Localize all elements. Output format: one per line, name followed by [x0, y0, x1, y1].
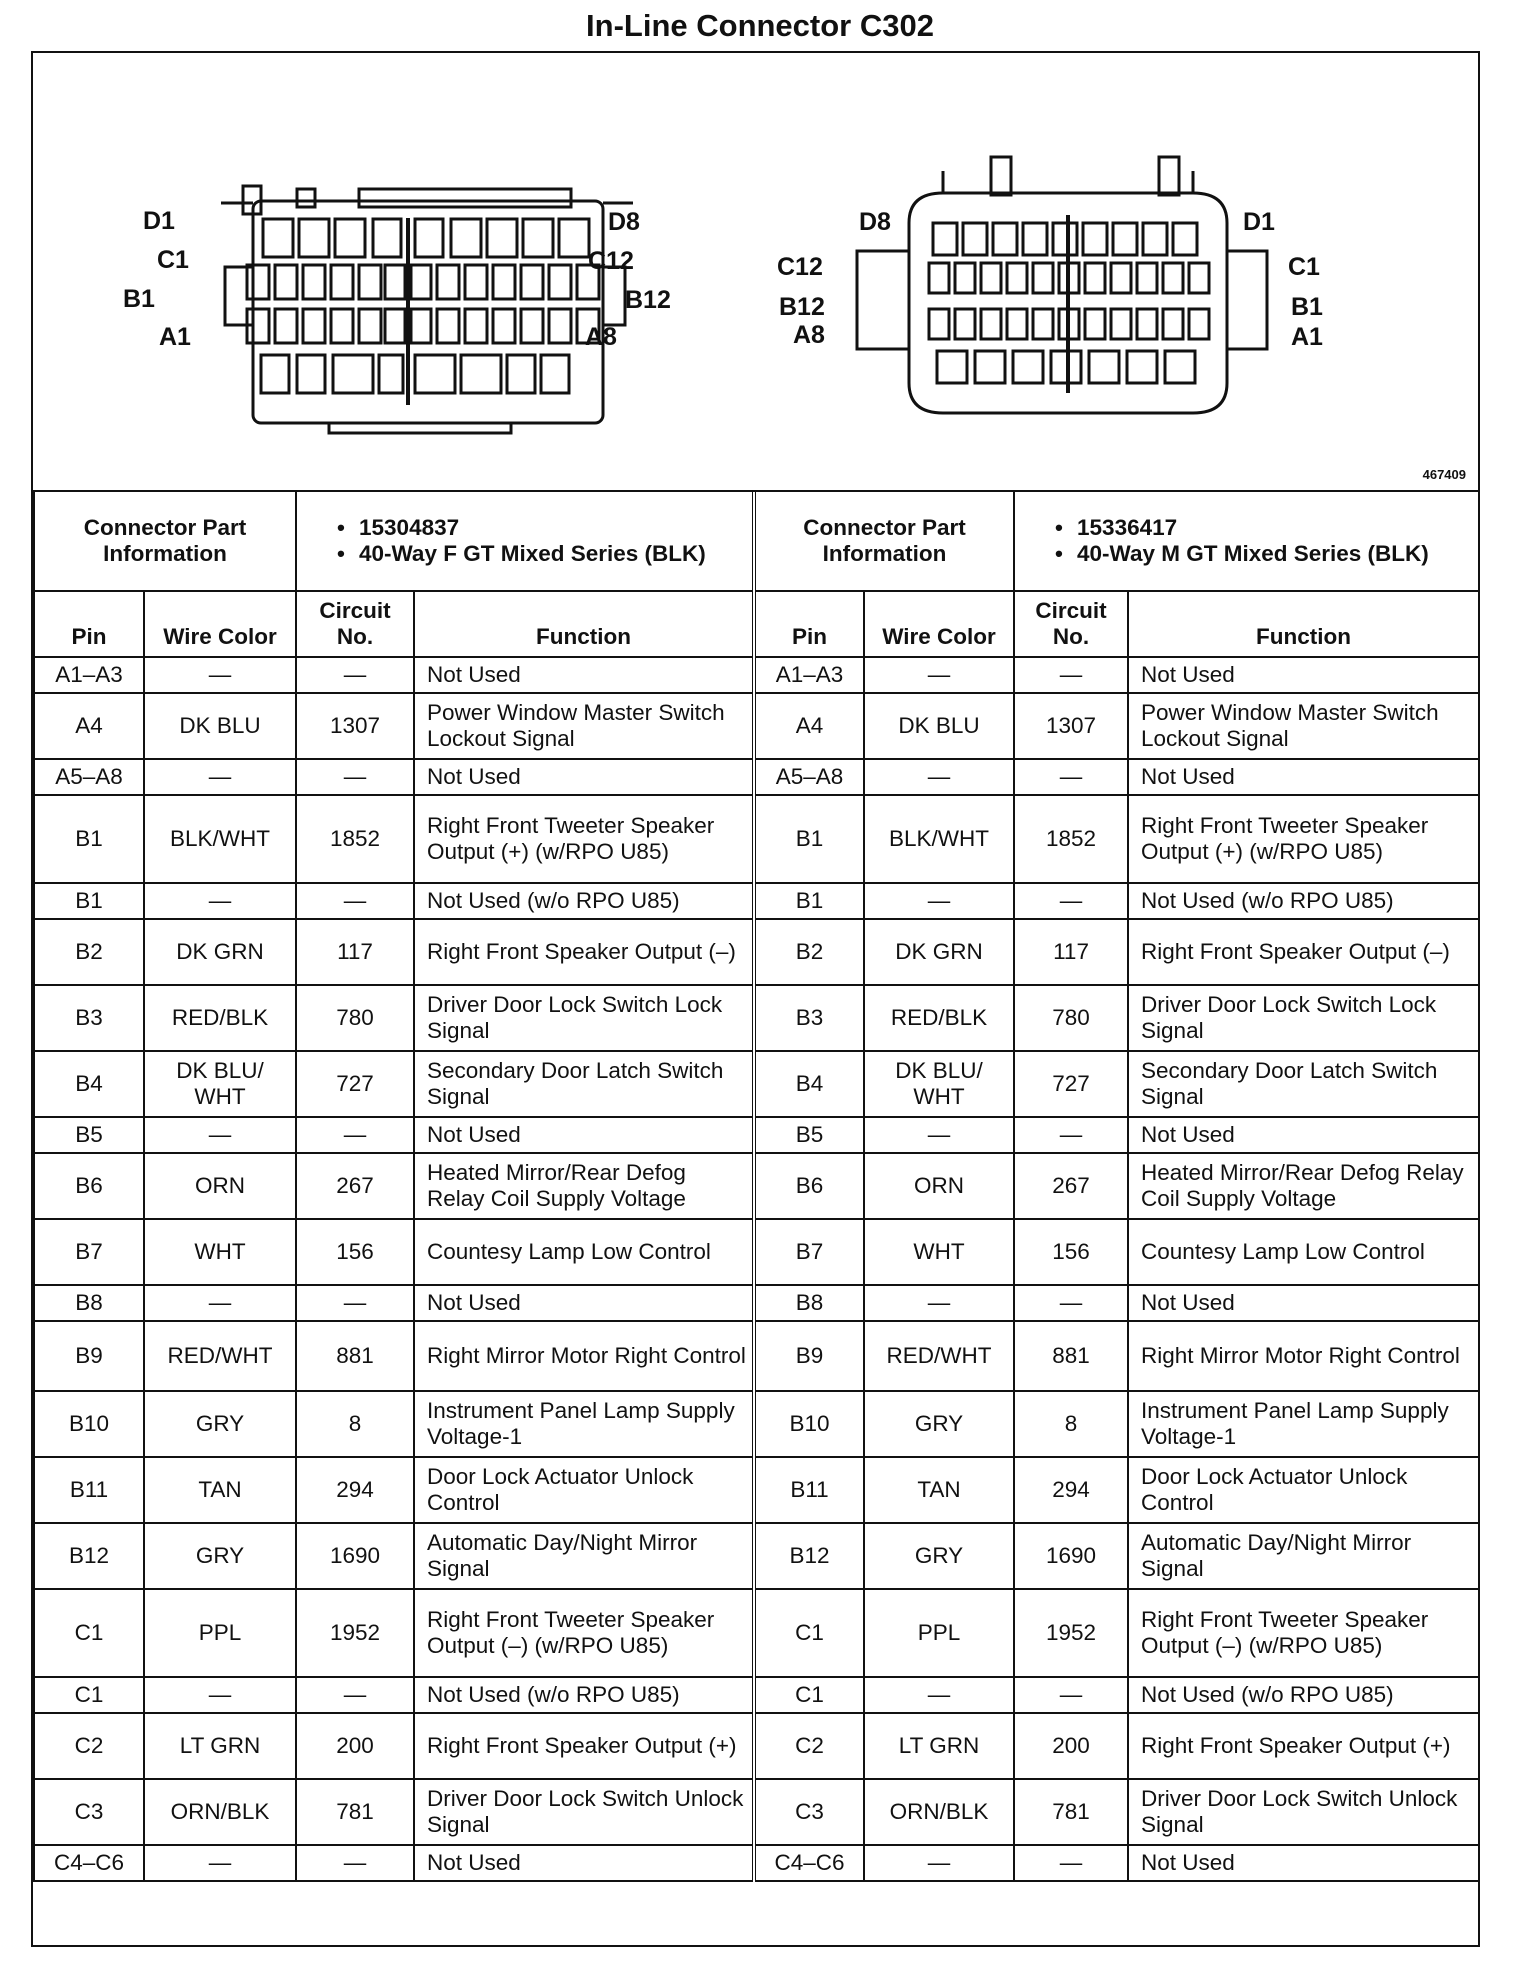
pin-cell: B1 — [754, 883, 864, 919]
wire-color-cell: RED/BLK — [144, 985, 296, 1051]
pin-cell: B11 — [34, 1457, 144, 1523]
wire-color-cell: DK BLU — [144, 693, 296, 759]
pin-cell: C1 — [754, 1677, 864, 1713]
pin-cell: B9 — [754, 1321, 864, 1391]
table-row — [34, 657, 1479, 693]
male-connector-drawing — [857, 157, 1267, 413]
pin-cell: A1–A3 — [754, 657, 864, 693]
function-cell: Not Used — [1128, 657, 1479, 693]
table-row — [34, 1457, 1479, 1523]
wire-color-cell: TAN — [864, 1457, 1014, 1523]
col-header-wire-color: Wire Color — [144, 591, 296, 657]
col-header-circuit: Circuit No. — [296, 591, 414, 657]
col-header-circuit: Circuit No. — [1014, 591, 1128, 657]
circuit-cell: — — [1014, 883, 1128, 919]
table-row — [34, 1321, 1479, 1391]
circuit-cell: 1852 — [296, 795, 414, 883]
wire-color-cell: WHT — [864, 1219, 1014, 1285]
table-row — [34, 1117, 1479, 1153]
function-cell: Right Front Tweeter Speaker Output (–) (w/RPO U85) — [1128, 1589, 1479, 1677]
function-cell: Not Used (w/o RPO U85) — [1128, 1677, 1479, 1713]
pin-cell: B6 — [754, 1153, 864, 1219]
wire-color-cell: — — [864, 883, 1014, 919]
function-cell: Right Front Speaker Output (+) — [1128, 1713, 1479, 1779]
pin-cell: B1 — [34, 883, 144, 919]
function-cell: Driver Door Lock Switch Lock Signal — [414, 985, 754, 1051]
wire-color-cell: DK GRN — [144, 919, 296, 985]
function-cell: Power Window Master Switch Lockout Signal — [414, 693, 754, 759]
circuit-cell: 727 — [296, 1051, 414, 1117]
pin-cell: A5–A8 — [754, 759, 864, 795]
table-row — [34, 1713, 1479, 1779]
wire-color-cell: RED/WHT — [144, 1321, 296, 1391]
circuit-cell: 1952 — [296, 1589, 414, 1677]
circuit-cell: 156 — [296, 1219, 414, 1285]
circuit-cell: — — [1014, 759, 1128, 795]
function-cell: Right Mirror Motor Right Control — [414, 1321, 754, 1391]
pin-cell: C4–C6 — [754, 1845, 864, 1881]
pin-label-c1-male: C1 — [1288, 253, 1320, 281]
function-cell: Not Used — [1128, 1117, 1479, 1153]
col-header-function: Function — [414, 591, 754, 657]
table-row — [34, 1589, 1479, 1677]
wire-color-cell: RED/BLK — [864, 985, 1014, 1051]
circuit-cell: — — [296, 657, 414, 693]
wire-color-cell: PPL — [144, 1589, 296, 1677]
pin-cell: B2 — [754, 919, 864, 985]
function-cell: Right Mirror Motor Right Control — [1128, 1321, 1479, 1391]
function-cell: Heated Mirror/Rear Defog Relay Coil Supply Voltage — [1128, 1153, 1479, 1219]
pin-cell: B5 — [34, 1117, 144, 1153]
circuit-cell: 781 — [296, 1779, 414, 1845]
part-description: • 40-Way F GT Mixed Series (BLK) — [337, 541, 748, 567]
col-header-function: Function — [1128, 591, 1479, 657]
pin-cell: B7 — [754, 1219, 864, 1285]
function-cell: Secondary Door Latch Switch Signal — [414, 1051, 754, 1117]
wire-color-cell: RED/WHT — [864, 1321, 1014, 1391]
circuit-cell: 156 — [1014, 1219, 1128, 1285]
pin-cell: C2 — [34, 1713, 144, 1779]
table-row — [34, 795, 1479, 883]
circuit-cell: 1852 — [1014, 795, 1128, 883]
circuit-cell: — — [1014, 1677, 1128, 1713]
pin-cell: B5 — [754, 1117, 864, 1153]
pin-cell: B12 — [34, 1523, 144, 1589]
pin-label-b1-male: B1 — [1291, 293, 1323, 321]
wire-color-cell: DK BLU/ WHT — [864, 1051, 1014, 1117]
pin-cell: A4 — [34, 693, 144, 759]
circuit-cell: 781 — [1014, 1779, 1128, 1845]
circuit-cell: — — [1014, 1117, 1128, 1153]
pin-label-d8: D8 — [608, 208, 640, 236]
function-cell: Driver Door Lock Switch Unlock Signal — [414, 1779, 754, 1845]
function-cell: Driver Door Lock Switch Unlock Signal — [1128, 1779, 1479, 1845]
circuit-cell: 117 — [296, 919, 414, 985]
pin-cell: C1 — [34, 1589, 144, 1677]
pin-cell: B4 — [754, 1051, 864, 1117]
function-cell: Not Used — [414, 1117, 754, 1153]
wire-color-cell: ORN/BLK — [144, 1779, 296, 1845]
wire-color-cell: GRY — [864, 1523, 1014, 1589]
table-row — [34, 883, 1479, 919]
function-cell: Countesy Lamp Low Control — [1128, 1219, 1479, 1285]
circuit-cell: 1952 — [1014, 1589, 1128, 1677]
circuit-cell: — — [1014, 1285, 1128, 1321]
pin-cell: B3 — [754, 985, 864, 1051]
connector-info-row — [34, 491, 1479, 591]
wire-color-cell: ORN — [144, 1153, 296, 1219]
table-row — [34, 1153, 1479, 1219]
circuit-cell: 1690 — [1014, 1523, 1128, 1589]
female-connector-drawing — [221, 186, 633, 433]
connector-diagram — [33, 53, 1478, 492]
circuit-cell: — — [296, 883, 414, 919]
circuit-cell: — — [296, 1285, 414, 1321]
wire-color-cell: DK BLU — [864, 693, 1014, 759]
table-row — [34, 1677, 1479, 1713]
wire-color-cell: — — [144, 759, 296, 795]
circuit-cell: 881 — [1014, 1321, 1128, 1391]
wire-color-cell: — — [144, 1117, 296, 1153]
pin-cell: C3 — [754, 1779, 864, 1845]
wire-color-cell: DK GRN — [864, 919, 1014, 985]
circuit-cell: 294 — [296, 1457, 414, 1523]
function-cell: Right Front Speaker Output (–) — [414, 919, 754, 985]
pin-cell: C2 — [754, 1713, 864, 1779]
circuit-cell: 294 — [1014, 1457, 1128, 1523]
circuit-cell: — — [1014, 657, 1128, 693]
pin-label-a1: A1 — [159, 323, 191, 351]
function-cell: Not Used — [1128, 759, 1479, 795]
col-header-pin: Pin — [34, 591, 144, 657]
wire-color-cell: LT GRN — [864, 1713, 1014, 1779]
circuit-cell: 1307 — [1014, 693, 1128, 759]
circuit-cell: 200 — [1014, 1713, 1128, 1779]
table-row — [34, 1779, 1479, 1845]
function-cell: Not Used — [414, 759, 754, 795]
circuit-cell: 780 — [296, 985, 414, 1051]
pin-cell: C1 — [34, 1677, 144, 1713]
wire-color-cell: GRY — [144, 1523, 296, 1589]
table-row — [34, 759, 1479, 795]
wire-color-cell: ORN — [864, 1153, 1014, 1219]
table-row — [34, 985, 1479, 1051]
wire-color-cell: DK BLU/ WHT — [144, 1051, 296, 1117]
table-row — [34, 1285, 1479, 1321]
pin-label-a1-male: A1 — [1291, 323, 1323, 351]
function-cell: Automatic Day/Night Mirror Signal — [414, 1523, 754, 1589]
pin-label-b12-male: B12 — [779, 293, 825, 321]
pin-label-c1: C1 — [157, 246, 189, 274]
function-cell: Instrument Panel Lamp Supply Voltage-1 — [1128, 1391, 1479, 1457]
wire-color-cell: — — [144, 883, 296, 919]
pin-cell: B3 — [34, 985, 144, 1051]
wire-color-cell: — — [144, 1285, 296, 1321]
pin-cell: B11 — [754, 1457, 864, 1523]
column-header-row — [34, 591, 1479, 657]
connector-sheet — [31, 51, 1480, 1947]
pin-label-b1: B1 — [123, 285, 155, 313]
wire-color-cell: TAN — [144, 1457, 296, 1523]
pinout-table — [33, 490, 1480, 1882]
pin-cell: C3 — [34, 1779, 144, 1845]
col-header-pin: Pin — [754, 591, 864, 657]
table-row — [34, 1523, 1479, 1589]
pin-cell: B2 — [34, 919, 144, 985]
wire-color-cell: — — [144, 1677, 296, 1713]
function-cell: Right Front Tweeter Speaker Output (–) (w/RPO U85) — [414, 1589, 754, 1677]
wire-color-cell: PPL — [864, 1589, 1014, 1677]
circuit-cell: 1690 — [296, 1523, 414, 1589]
pin-cell: B10 — [754, 1391, 864, 1457]
pin-cell: B8 — [34, 1285, 144, 1321]
circuit-cell: 8 — [1014, 1391, 1128, 1457]
wire-color-cell: WHT — [144, 1219, 296, 1285]
pin-cell: B6 — [34, 1153, 144, 1219]
pin-cell: B1 — [34, 795, 144, 883]
pin-cell: B7 — [34, 1219, 144, 1285]
function-cell: Automatic Day/Night Mirror Signal — [1128, 1523, 1479, 1589]
function-cell: Right Front Speaker Output (–) — [1128, 919, 1479, 985]
pin-cell: C4–C6 — [34, 1845, 144, 1881]
pin-cell: B4 — [34, 1051, 144, 1117]
col-header-wire-color: Wire Color — [864, 591, 1014, 657]
table-row — [34, 1051, 1479, 1117]
pin-cell: B8 — [754, 1285, 864, 1321]
wire-color-cell: — — [864, 1117, 1014, 1153]
function-cell: Secondary Door Latch Switch Signal — [1128, 1051, 1479, 1117]
circuit-cell: 8 — [296, 1391, 414, 1457]
circuit-cell: — — [296, 1845, 414, 1881]
function-cell: Right Front Tweeter Speaker Output (+) (w/RPO U85) — [1128, 795, 1479, 883]
table-row — [34, 1219, 1479, 1285]
pin-label-a8-male: A8 — [793, 321, 825, 349]
wire-color-cell: GRY — [144, 1391, 296, 1457]
function-cell: Right Front Speaker Output (+) — [414, 1713, 754, 1779]
circuit-cell: 267 — [1014, 1153, 1128, 1219]
wire-color-cell: — — [864, 1677, 1014, 1713]
function-cell: Instrument Panel Lamp Supply Voltage-1 — [414, 1391, 754, 1457]
connector-part-label: Connector Part Information — [754, 491, 1014, 591]
figure-id: 467409 — [1422, 467, 1466, 482]
pin-cell: B1 — [754, 795, 864, 883]
pin-label-d8-male: D8 — [859, 208, 891, 236]
table-row — [34, 919, 1479, 985]
table-row — [34, 693, 1479, 759]
wire-color-cell: GRY — [864, 1391, 1014, 1457]
table-row — [34, 1845, 1479, 1881]
circuit-cell: 117 — [1014, 919, 1128, 985]
pin-cell: B12 — [754, 1523, 864, 1589]
pin-cell: B10 — [34, 1391, 144, 1457]
wire-color-cell: — — [864, 657, 1014, 693]
function-cell: Not Used (w/o RPO U85) — [414, 1677, 754, 1713]
pin-label-b12: B12 — [625, 286, 671, 314]
part-description: • 40-Way M GT Mixed Series (BLK) — [1055, 541, 1474, 567]
wire-color-cell: — — [864, 1285, 1014, 1321]
wire-color-cell: — — [864, 759, 1014, 795]
connector-part-info — [296, 491, 754, 591]
function-cell: Right Front Tweeter Speaker Output (+) (w/RPO U85) — [414, 795, 754, 883]
part-number: • 15304837 — [337, 515, 748, 541]
page-title: In-Line Connector C302 — [586, 8, 934, 43]
pin-label-a8: A8 — [585, 323, 617, 351]
function-cell: Door Lock Actuator Unlock Control — [1128, 1457, 1479, 1523]
circuit-cell: 780 — [1014, 985, 1128, 1051]
pin-label-d1: D1 — [143, 207, 175, 235]
pin-label-c12-male: C12 — [777, 253, 823, 281]
circuit-cell: — — [296, 1117, 414, 1153]
function-cell: Not Used (w/o RPO U85) — [414, 883, 754, 919]
circuit-cell: 881 — [296, 1321, 414, 1391]
function-cell: Not Used — [1128, 1285, 1479, 1321]
circuit-cell: — — [296, 759, 414, 795]
function-cell: Power Window Master Switch Lockout Signal — [1128, 693, 1479, 759]
circuit-cell: — — [1014, 1845, 1128, 1881]
circuit-cell: 1307 — [296, 693, 414, 759]
circuit-cell: 727 — [1014, 1051, 1128, 1117]
wire-color-cell: — — [864, 1845, 1014, 1881]
wire-color-cell: LT GRN — [144, 1713, 296, 1779]
function-cell: Driver Door Lock Switch Lock Signal — [1128, 985, 1479, 1051]
wire-color-cell: — — [144, 1845, 296, 1881]
pin-cell: C1 — [754, 1589, 864, 1677]
function-cell: Not Used — [414, 1845, 754, 1881]
circuit-cell: — — [296, 1677, 414, 1713]
wire-color-cell: BLK/WHT — [864, 795, 1014, 883]
pin-cell: B9 — [34, 1321, 144, 1391]
connector-part-label: Connector Part Information — [34, 491, 296, 591]
pin-label-d1-male: D1 — [1243, 208, 1275, 236]
pin-cell: A4 — [754, 693, 864, 759]
connector-drawings — [33, 53, 1478, 490]
function-cell: Not Used — [1128, 1845, 1479, 1881]
function-cell: Countesy Lamp Low Control — [414, 1219, 754, 1285]
circuit-cell: 267 — [296, 1153, 414, 1219]
function-cell: Not Used (w/o RPO U85) — [1128, 883, 1479, 919]
connector-part-info — [1014, 491, 1479, 591]
wire-color-cell: ORN/BLK — [864, 1779, 1014, 1845]
pin-cell: A5–A8 — [34, 759, 144, 795]
wire-color-cell: BLK/WHT — [144, 795, 296, 883]
function-cell: Not Used — [414, 1285, 754, 1321]
pin-cell: A1–A3 — [34, 657, 144, 693]
function-cell: Door Lock Actuator Unlock Control — [414, 1457, 754, 1523]
pin-label-c12: C12 — [588, 247, 634, 275]
circuit-cell: 200 — [296, 1713, 414, 1779]
function-cell: Not Used — [414, 657, 754, 693]
table-row — [34, 1391, 1479, 1457]
wire-color-cell: — — [144, 657, 296, 693]
part-number: • 15336417 — [1055, 515, 1474, 541]
function-cell: Heated Mirror/Rear Defog Relay Coil Supply Voltage — [414, 1153, 754, 1219]
